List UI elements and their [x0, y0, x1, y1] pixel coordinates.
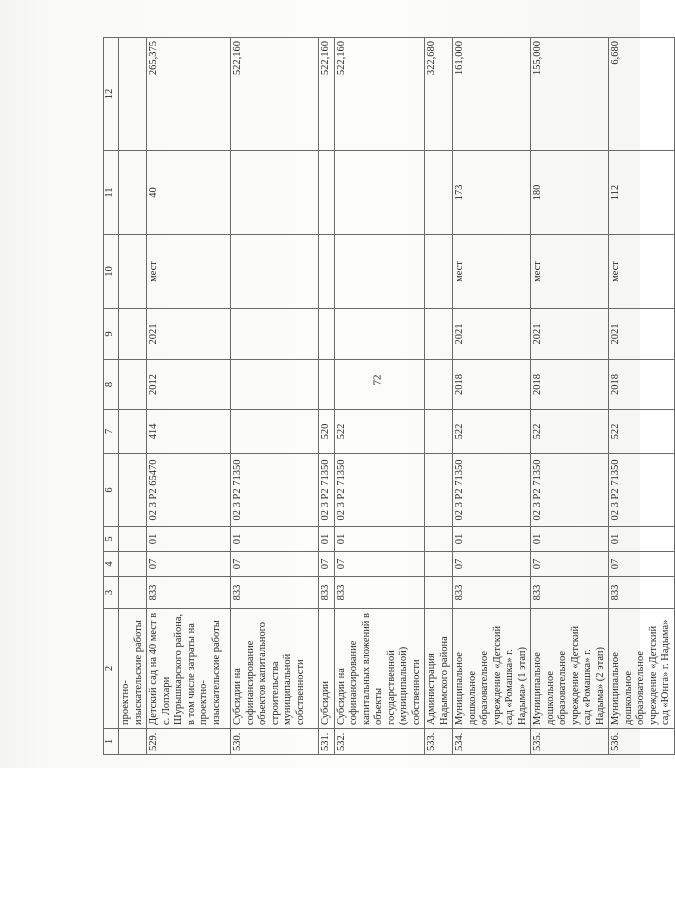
- table-cell: 833: [319, 577, 335, 609]
- table-cell: [231, 151, 319, 235]
- table-cell: 01: [319, 527, 335, 552]
- table-cell: 833: [453, 577, 531, 609]
- table-cell: 02 3 Р2 71350: [334, 454, 425, 527]
- table-cell: 2021: [453, 309, 531, 360]
- table-cell: [231, 235, 319, 309]
- table-cell: 522,160: [319, 38, 335, 151]
- table-row: [425, 38, 453, 755]
- table-cell: 155,000: [531, 38, 609, 151]
- table-cell: 40: [147, 151, 231, 235]
- table-cell: 2021: [609, 309, 675, 360]
- header-cell: 12: [104, 38, 119, 151]
- table-body: [147, 38, 675, 755]
- table-cell: 07: [334, 552, 425, 577]
- table-cell-name: Администрация Надымского района: [425, 609, 453, 729]
- table-cell: 180: [531, 151, 609, 235]
- table-cell: 02 3 Р2 71350: [609, 454, 675, 527]
- table-cell-name: Муниципальное дошкольное образовательное учреждение «Детский сад «Юнга» г. Надыма»: [609, 609, 675, 729]
- table-cell: [231, 309, 319, 360]
- table-cell: [425, 309, 453, 360]
- table-cell: 07: [319, 552, 335, 577]
- table-cell: 2021: [531, 309, 609, 360]
- table-cell: 522,160: [231, 38, 319, 151]
- table-cell: [319, 309, 335, 360]
- table-cell: [319, 235, 335, 309]
- header-cell: 5: [104, 527, 119, 552]
- table-cell-name: Муниципальное дошкольное образовательное учреждение «Детский сад «Ромашка» г. Надыма» (2 этап): [531, 609, 609, 729]
- table-row: [319, 38, 335, 755]
- table-cell: 520: [319, 410, 335, 454]
- table-cell: 522: [334, 410, 425, 454]
- table-cell: [231, 360, 319, 410]
- table-cell-name: Субсидии на софинансирование капитальных вложений в объекты государственной (муниципальной) собственности: [334, 609, 425, 729]
- page-number: 72: [371, 374, 384, 386]
- table-cell: 522: [609, 410, 675, 454]
- table-cell: 833: [334, 577, 425, 609]
- header-cell: 8: [104, 360, 119, 410]
- table-cell: 01: [531, 527, 609, 552]
- table-cell: 02 3 Р2 71350: [531, 454, 609, 527]
- table-row: [231, 38, 319, 755]
- table-cell: 529.: [147, 729, 231, 755]
- table-cell: 2018: [531, 360, 609, 410]
- header-cell: 4: [104, 552, 119, 577]
- header-cell: 11: [104, 151, 119, 235]
- table-cell: 173: [453, 151, 531, 235]
- table-cell: [119, 360, 147, 410]
- header-row: [104, 38, 119, 755]
- table-cell: мест: [147, 235, 231, 309]
- table-cell: [425, 360, 453, 410]
- table-cell: мест: [531, 235, 609, 309]
- table-cell: [119, 235, 147, 309]
- table-cell: 02 3 Р2 71350: [319, 454, 335, 527]
- table-cell: 532.: [334, 729, 425, 755]
- table-cell: 01: [609, 527, 675, 552]
- table-cell: [119, 454, 147, 527]
- table-cell: [119, 410, 147, 454]
- table-cell: 07: [147, 552, 231, 577]
- table-cell: 6,680: [609, 38, 675, 151]
- header-cell: 1: [104, 729, 119, 755]
- table-cell: [425, 527, 453, 552]
- table-cell-name: Субсидии: [319, 609, 335, 729]
- table-cell: 02 3 Р2 71350: [453, 454, 531, 527]
- table-cell: 833: [231, 577, 319, 609]
- table-cell: 535.: [531, 729, 609, 755]
- table-cell: 533.: [425, 729, 453, 755]
- table-cell: [425, 454, 453, 527]
- table-cell: 522: [453, 410, 531, 454]
- table-cell: [334, 309, 425, 360]
- header-cell: 10: [104, 235, 119, 309]
- table-cell: [119, 729, 147, 755]
- header-cell: 9: [104, 309, 119, 360]
- table-cell: [425, 151, 453, 235]
- table-cell: [119, 309, 147, 360]
- table-cell: мест: [453, 235, 531, 309]
- table-cell: 522: [531, 410, 609, 454]
- table-cell: 414: [147, 410, 231, 454]
- table-cell-name: Муниципальное дошкольное образовательное учреждение «Детский сад «Ромашка» г. Надыма» (1 этап): [453, 609, 531, 729]
- table-row: [334, 38, 425, 755]
- table-cell: 534.: [453, 729, 531, 755]
- table-cell: 07: [231, 552, 319, 577]
- table-cell: 530.: [231, 729, 319, 755]
- page-margin: [0, 768, 640, 905]
- table-cell: [119, 151, 147, 235]
- table-cell: 531.: [319, 729, 335, 755]
- table-cell-name: Детский сад на 40 мест в с. Лопхари Шурышкарского района, в том числе затраты на проектно-изыскательские работы: [147, 609, 231, 729]
- table-cell: 522,160: [334, 38, 425, 151]
- table-cell: 2018: [609, 360, 675, 410]
- table-cell: 322,680: [425, 38, 453, 151]
- table-cell-name: проектно-изыскательские работы: [119, 609, 147, 729]
- header-cell: 6: [104, 454, 119, 527]
- table-cell: [319, 360, 335, 410]
- table-cell: [319, 151, 335, 235]
- table-cell: [119, 577, 147, 609]
- rotated-table-wrapper: [103, 38, 671, 755]
- table-cell: [231, 410, 319, 454]
- table-cell: [425, 552, 453, 577]
- table-cell: 265,375: [147, 38, 231, 151]
- table-cell: [334, 360, 425, 410]
- table-cell: 833: [531, 577, 609, 609]
- table-cell: 2012: [147, 360, 231, 410]
- table-cell-name: Субсидии на софинансирование объектов капитального строительства муниципальной собственности: [231, 609, 319, 729]
- header-cell: 7: [104, 410, 119, 454]
- header-cell: 2: [104, 609, 119, 729]
- table-cell: [119, 527, 147, 552]
- table-cell: 833: [147, 577, 231, 609]
- table-cell: 833: [609, 577, 675, 609]
- budget-table: [103, 37, 675, 755]
- header-cell: 3: [104, 577, 119, 609]
- table-cell: 07: [609, 552, 675, 577]
- table-cell: [334, 235, 425, 309]
- table-cell: [425, 410, 453, 454]
- table-cell: 07: [453, 552, 531, 577]
- table-cell: 2018: [453, 360, 531, 410]
- table-row: [609, 38, 675, 755]
- table-cell: 02 3 Р2 65470: [147, 454, 231, 527]
- table-cell: 112: [609, 151, 675, 235]
- table-cell: 01: [334, 527, 425, 552]
- table-cell: 07: [531, 552, 609, 577]
- table-cell: мест: [609, 235, 675, 309]
- table-cell: [334, 151, 425, 235]
- table-cell: 01: [231, 527, 319, 552]
- table-row: [531, 38, 609, 755]
- table-cell: 01: [453, 527, 531, 552]
- table-cell: [119, 552, 147, 577]
- table-cell: 161,000: [453, 38, 531, 151]
- table-cell: 02 3 Р2 71350: [231, 454, 319, 527]
- carryover-row: [119, 38, 147, 755]
- table-cell: 01: [147, 527, 231, 552]
- table-cell: 2021: [147, 309, 231, 360]
- table-cell: [425, 235, 453, 309]
- table-row: [453, 38, 531, 755]
- table-cell: [425, 577, 453, 609]
- table-cell: [119, 38, 147, 151]
- table-row: [147, 38, 231, 755]
- table-cell: 536.: [609, 729, 675, 755]
